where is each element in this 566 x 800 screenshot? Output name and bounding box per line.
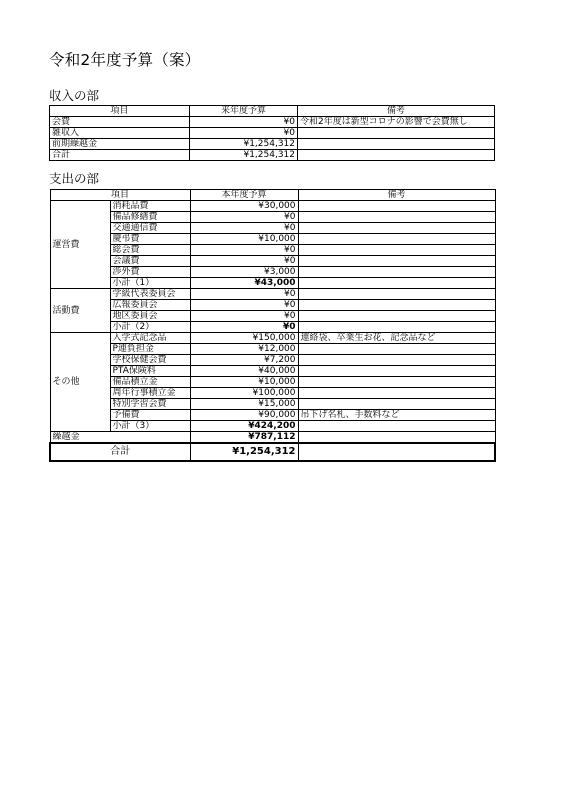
header-note: 備考	[298, 190, 495, 201]
income-table	[49, 105, 495, 161]
carryover-row	[50, 432, 495, 444]
row-item: 学校保健会費	[110, 355, 190, 366]
row-note: 連絡袋、卒業生お花、記念品など	[298, 333, 495, 344]
row-note	[298, 201, 495, 212]
row-item: 周年行事積立金	[110, 388, 190, 399]
row-amount: ¥7,200	[190, 355, 298, 366]
group-label: 運営費	[50, 201, 110, 289]
row-note	[298, 128, 495, 139]
row-amount: ¥0	[190, 245, 298, 256]
table-row	[50, 289, 495, 300]
subtotal-amount: ¥43,000	[190, 278, 298, 289]
row-item: 渉外費	[110, 267, 190, 278]
row-amount: ¥100,000	[190, 388, 298, 399]
row-note	[298, 267, 495, 278]
row-amount: ¥10,000	[190, 377, 298, 388]
row-note	[298, 355, 495, 366]
row-note: 令和2年度は新型コロナの影響で会費無し	[298, 117, 495, 128]
table-header-row	[50, 106, 495, 117]
row-amount: ¥40,000	[190, 366, 298, 377]
row-note	[298, 256, 495, 267]
row-amount: ¥10,000	[190, 234, 298, 245]
table-row	[50, 223, 495, 234]
table-row	[50, 377, 495, 388]
expense-heading: 支出の部	[49, 171, 100, 186]
table-row	[50, 234, 495, 245]
row-item: 学級代表委員会	[110, 289, 190, 300]
table-row	[50, 267, 495, 278]
table-row	[50, 366, 495, 377]
row-item: 雑収入	[50, 128, 190, 139]
header-amount: 本年度予算	[190, 190, 298, 201]
row-amount: ¥3,000	[190, 267, 298, 278]
row-note	[298, 212, 495, 223]
subtotal-label: 小計（2）	[110, 322, 190, 333]
row-item: 備品修繕費	[110, 212, 190, 223]
row-item: 会費	[50, 117, 190, 128]
subtotal-row	[50, 278, 495, 289]
table-row	[50, 410, 495, 421]
table-row	[50, 344, 495, 355]
row-note	[298, 377, 495, 388]
row-item: 総会費	[110, 245, 190, 256]
row-note	[298, 289, 495, 300]
row-amount: ¥12,000	[190, 344, 298, 355]
table-row	[50, 117, 495, 128]
table-row	[50, 245, 495, 256]
page-title: 令和2年度予算（案）	[49, 51, 201, 69]
row-item: 会議費	[110, 256, 190, 267]
row-amount: ¥0	[190, 300, 298, 311]
subtotal-amount: ¥424,200	[190, 421, 298, 432]
header-note: 備考	[298, 106, 495, 117]
grand-total-label: 合計	[50, 443, 190, 461]
grand-total-amount: ¥1,254,312	[190, 443, 298, 461]
row-amount: ¥0	[190, 311, 298, 322]
subtotal-label: 小計（1）	[110, 278, 190, 289]
row-note	[298, 150, 495, 161]
row-amount: ¥0	[190, 289, 298, 300]
row-note	[298, 421, 495, 432]
header-item: 項目	[50, 190, 190, 201]
row-item: 交通通信費	[110, 223, 190, 234]
table-row	[50, 139, 495, 150]
row-item: 慶弔費	[110, 234, 190, 245]
row-note	[298, 399, 495, 410]
row-amount: ¥1,254,312	[190, 150, 298, 161]
header-amount: 来年度予算	[190, 106, 298, 117]
row-amount: ¥0	[190, 256, 298, 267]
row-note: 吊下げ名札、手数料など	[298, 410, 495, 421]
row-note	[298, 443, 495, 461]
row-note	[298, 300, 495, 311]
table-header-row	[50, 190, 495, 201]
row-note	[298, 278, 495, 289]
row-amount: ¥15,000	[190, 399, 298, 410]
subtotal-amount: ¥0	[190, 322, 298, 333]
row-amount: ¥150,000	[190, 333, 298, 344]
row-note	[298, 366, 495, 377]
row-item: 前期繰越金	[50, 139, 190, 150]
row-amount: ¥0	[190, 212, 298, 223]
row-item: 備品積立金	[110, 377, 190, 388]
row-item: PTA保険料	[110, 366, 190, 377]
row-amount: ¥1,254,312	[190, 139, 298, 150]
grand-total-row	[50, 443, 495, 461]
subtotal-label: 小計（3）	[110, 421, 190, 432]
row-note	[298, 322, 495, 333]
row-note	[298, 311, 495, 322]
row-note	[298, 344, 495, 355]
row-item: 予備費	[110, 410, 190, 421]
table-row	[50, 256, 495, 267]
subtotal-row	[50, 322, 495, 333]
table-row	[50, 201, 495, 212]
row-item: P連負担金	[110, 344, 190, 355]
carryover-amount: ¥787,112	[190, 432, 298, 444]
subtotal-row	[50, 421, 495, 432]
row-amount: ¥0	[190, 223, 298, 234]
row-note	[298, 234, 495, 245]
row-note	[298, 245, 495, 256]
row-amount: ¥0	[190, 128, 298, 139]
group-label: 活動費	[50, 289, 110, 333]
table-row	[50, 399, 495, 410]
table-row	[50, 311, 495, 322]
row-note	[298, 432, 495, 444]
table-row	[50, 300, 495, 311]
table-row	[50, 128, 495, 139]
table-row	[50, 333, 495, 344]
row-amount: ¥0	[190, 117, 298, 128]
expense-table	[49, 189, 496, 462]
row-item: 合計	[50, 150, 190, 161]
row-item: 地区委員会	[110, 311, 190, 322]
row-item: 特別学習会費	[110, 399, 190, 410]
total-row	[50, 150, 495, 161]
row-note	[298, 139, 495, 150]
row-amount: ¥90,000	[190, 410, 298, 421]
row-note	[298, 388, 495, 399]
carryover-label: 繰越金	[50, 432, 190, 444]
table-row	[50, 355, 495, 366]
row-amount: ¥30,000	[190, 201, 298, 212]
group-label: その他	[50, 333, 110, 432]
row-item: 入学式記念品	[110, 333, 190, 344]
table-row	[50, 212, 495, 223]
row-item: 消耗品費	[110, 201, 190, 212]
table-row	[50, 388, 495, 399]
row-item: 広報委員会	[110, 300, 190, 311]
income-heading: 収入の部	[49, 88, 100, 103]
row-note	[298, 223, 495, 234]
header-item: 項目	[50, 106, 190, 117]
